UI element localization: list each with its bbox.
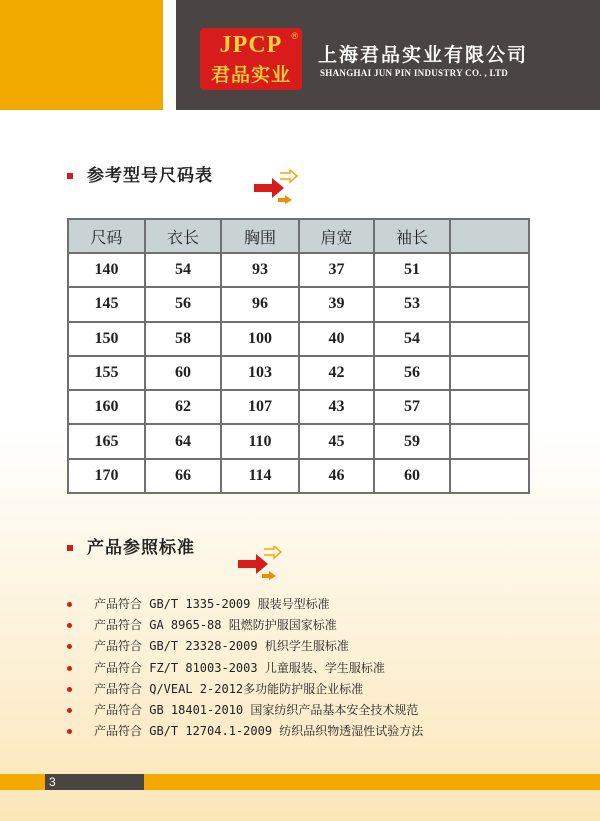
bullet-icon [67, 708, 72, 713]
company-name-english: SHANGHAI JUN PIN INDUSTRY CO. , LTD [320, 68, 509, 78]
table-cell: 39 [299, 287, 374, 321]
page-number: 3 [49, 775, 56, 789]
table-cell: 62 [145, 390, 221, 424]
table-cell: 110 [221, 424, 299, 458]
table-cell: 165 [68, 424, 145, 458]
table-cell [450, 322, 529, 356]
table-cell: 96 [221, 287, 299, 321]
table-cell: 54 [145, 253, 221, 287]
table-row [68, 253, 529, 287]
double-arrow-icon [252, 170, 300, 204]
column-header [450, 219, 529, 253]
bullet-icon [67, 666, 72, 671]
size-table-title: 参考型号尺码表 [87, 166, 213, 186]
table-row [68, 356, 529, 390]
header-orange-block [0, 0, 163, 110]
table-cell [450, 424, 529, 458]
list-item [67, 679, 423, 700]
section-bullet-icon [67, 545, 73, 551]
table-cell [450, 390, 529, 424]
table-cell: 46 [299, 459, 374, 493]
table-cell [450, 459, 529, 493]
table-cell: 37 [299, 253, 374, 287]
bullet-icon [67, 644, 72, 649]
list-item [67, 658, 423, 679]
bullet-icon [67, 623, 72, 628]
table-cell: 100 [221, 322, 299, 356]
table-cell: 114 [221, 459, 299, 493]
standard-text: 产品符合 GB/T 23328-2009 机织学生服标准 [94, 639, 349, 654]
company-name-chinese: 上海君品实业有限公司 [318, 44, 529, 66]
table-cell: 53 [374, 287, 450, 321]
logo-text-chinese: 君品实业 [210, 64, 291, 86]
table-cell: 40 [299, 322, 374, 356]
list-item [67, 615, 423, 636]
standard-text: 产品符合 GB/T 12704.1-2009 纺织品织物透湿性试验方法 [94, 724, 424, 739]
standard-text: 产品符合 GA 8965-88 阻燃防护服国家标准 [94, 618, 337, 633]
standard-text: 产品符合 FZ/T 81003-2003 儿童服装、学生服标准 [94, 660, 385, 675]
table-cell: 45 [299, 424, 374, 458]
table-row [68, 424, 529, 458]
table-cell [450, 253, 529, 287]
table-cell: 57 [374, 390, 450, 424]
table-header-row [68, 219, 529, 253]
table-cell: 64 [145, 424, 221, 458]
table-cell: 58 [145, 322, 221, 356]
list-item [67, 700, 423, 721]
bullet-icon [67, 687, 72, 692]
company-logo [200, 28, 302, 90]
table-row [68, 322, 529, 356]
page-number-box [45, 774, 144, 790]
table-cell [450, 356, 529, 390]
table-cell: 42 [299, 356, 374, 390]
column-header: 衣长 [145, 219, 221, 253]
section-bullet-icon [67, 173, 73, 179]
standards-list [67, 594, 423, 742]
standard-text: 产品符合 GB/T 1335-2009 服装号型标准 [94, 597, 330, 611]
table-cell: 59 [374, 424, 450, 458]
table-cell: 160 [68, 390, 145, 424]
table-cell: 56 [374, 356, 450, 390]
table-cell [450, 287, 529, 321]
bullet-icon [67, 602, 72, 607]
table-cell: 155 [68, 356, 145, 390]
standard-text: 产品符合 Q/VEAL 2-2012多功能防护服企业标准 [94, 681, 364, 696]
list-item [67, 594, 423, 615]
standard-text: 产品符合 GB 18401-2010 国家纺织产品基本安全技术规范 [94, 702, 419, 717]
table-cell: 93 [221, 253, 299, 287]
column-header: 尺码 [68, 219, 145, 253]
list-item [67, 636, 423, 657]
table-row [68, 287, 529, 321]
table-row [68, 390, 529, 424]
double-arrow-icon [236, 546, 284, 580]
table-cell: 43 [299, 390, 374, 424]
logo-registered-mark: ® [291, 31, 298, 41]
table-cell: 60 [145, 356, 221, 390]
table-cell: 107 [221, 390, 299, 424]
table-cell: 170 [68, 459, 145, 493]
table-cell: 54 [374, 322, 450, 356]
table-cell: 66 [145, 459, 221, 493]
table-cell: 150 [68, 322, 145, 356]
column-header: 肩宽 [299, 219, 374, 253]
table-cell: 60 [374, 459, 450, 493]
size-table [67, 218, 530, 494]
list-item [67, 721, 423, 742]
table-cell: 56 [145, 287, 221, 321]
column-header: 袖长 [374, 219, 450, 253]
logo-text-latin: JPCP [219, 32, 283, 58]
table-cell: 140 [68, 253, 145, 287]
standards-title: 产品参照标准 [87, 538, 195, 558]
table-cell: 145 [68, 287, 145, 321]
column-header: 胸围 [221, 219, 299, 253]
table-cell: 51 [374, 253, 450, 287]
bullet-icon [67, 729, 72, 734]
table-cell: 103 [221, 356, 299, 390]
table-row [68, 459, 529, 493]
